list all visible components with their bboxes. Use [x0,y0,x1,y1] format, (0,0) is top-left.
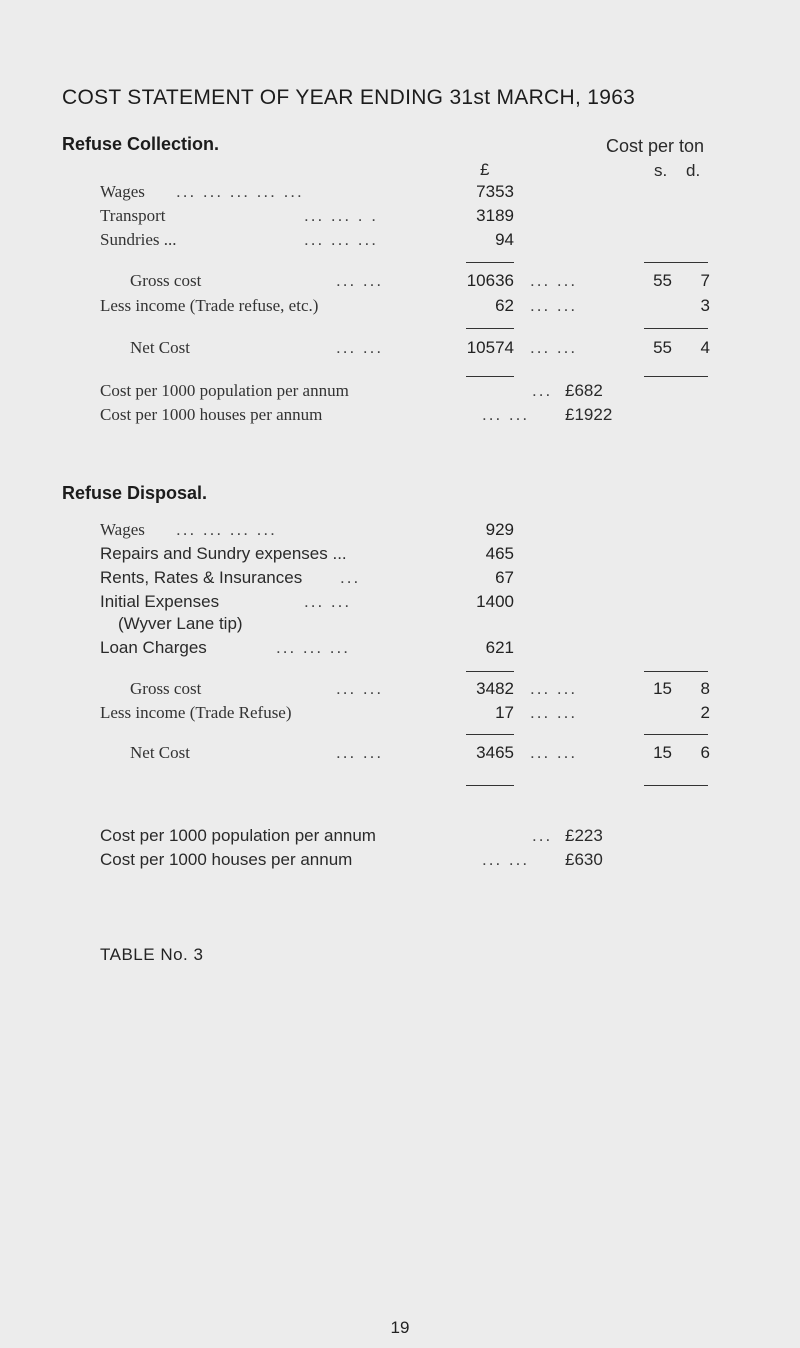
leader-dots: ... ... [336,271,384,290]
disposal-less-pence: 2 [700,703,710,722]
collection-per-population-value: £682 [565,381,603,400]
disposal-item-label: Rents, Rates & Insurances [100,568,303,587]
collection-net-shillings: 55 [653,338,672,357]
disposal-item-amount: 465 [485,544,514,563]
subtotal-rule [644,262,708,263]
subtotal-rule [466,328,514,329]
subtotal-rule [644,328,708,329]
collection-net-pence: 4 [700,338,710,357]
subtotal-rule [466,671,514,672]
leader-dots: ... ... [530,703,578,722]
subtotal-rule [644,734,708,735]
subtotal-rule [644,671,708,672]
disposal-item-amount: 621 [485,638,514,657]
cost-per-ton-heading: Cost per ton [606,136,705,156]
total-rule [466,376,514,377]
collection-net-amount: 10574 [466,338,514,357]
leader-dots: ... ... [530,338,578,357]
collection-per-population-label: Cost per 1000 population per annum [100,381,349,400]
disposal-per-houses-value: £630 [565,850,603,869]
collection-gross-amount: 10636 [466,271,514,290]
disposal-item-note: (Wyver Lane tip) [118,614,243,633]
leader-dots: ... [340,568,361,587]
collection-less-pence: 3 [700,296,710,315]
collection-per-houses-value: £1922 [565,405,613,424]
collection-gross-label: Gross cost [130,271,202,290]
leader-dots: ... ... ... [276,638,350,657]
pence-column-header: d. [686,161,701,180]
disposal-item-label: Wages [100,520,145,539]
collection-item-label: Sundries ... [100,230,177,249]
leader-dots: ... ... [336,679,384,698]
page-title: COST STATEMENT OF YEAR ENDING 31st MARCH, 1963 [62,86,636,109]
disposal-net-pence: 6 [700,743,710,762]
disposal-gross-amount: 3482 [476,679,514,698]
collection-gross-shillings: 55 [653,271,672,290]
leader-dots: ... ... . . [304,206,378,225]
subtotal-rule [466,262,514,263]
total-rule [644,376,708,377]
leader-dots: ... [532,826,553,845]
disposal-net-shillings: 15 [653,743,672,762]
table-label: TABLE No. 3 [100,945,204,964]
collection-heading: Refuse Collection. [62,134,220,154]
disposal-item-amount: 1400 [476,592,514,611]
leader-dots: ... ... [530,679,578,698]
collection-net-label: Net Cost [130,338,190,357]
disposal-per-population-value: £223 [565,826,603,845]
disposal-less-amount: 17 [495,703,514,722]
disposal-item-label: Repairs and Sundry expenses ... [100,544,347,563]
disposal-per-population-label: Cost per 1000 population per annum [100,826,376,845]
collection-per-houses-label: Cost per 1000 houses per annum [100,405,323,424]
pound-column-header: £ [480,160,490,179]
leader-dots: ... ... [482,405,530,424]
leader-dots: ... ... [482,850,530,869]
leader-dots: ... ... ... ... ... [176,182,304,201]
leader-dots: ... ... [304,592,352,611]
disposal-gross-label: Gross cost [130,679,202,698]
total-rule [644,785,708,786]
page-number: 19 [390,1318,410,1337]
leader-dots: ... ... [530,743,578,762]
disposal-per-houses-label: Cost per 1000 houses per annum [100,850,353,869]
leader-dots: ... ... [336,743,384,762]
disposal-net-label: Net Cost [130,743,190,762]
leader-dots: ... [532,381,553,400]
disposal-heading: Refuse Disposal. [62,483,208,503]
disposal-item-label: Loan Charges [100,638,207,657]
collection-less-label: Less income (Trade refuse, etc.) [100,296,319,315]
disposal-net-amount: 3465 [476,743,514,762]
collection-item-label: Transport [100,206,166,225]
leader-dots: ... ... [530,271,578,290]
collection-item-amount: 94 [495,230,514,249]
disposal-gross-shillings: 15 [653,679,672,698]
leader-dots: ... ... ... [304,230,378,249]
disposal-gross-pence: 8 [700,679,710,698]
subtotal-rule [466,734,514,735]
disposal-item-amount: 929 [485,520,514,539]
collection-item-amount: 3189 [476,206,514,225]
disposal-less-label: Less income (Trade Refuse) [100,703,292,722]
leader-dots: ... ... [530,296,578,315]
collection-gross-pence: 7 [700,271,710,290]
shillings-column-header: s. [654,161,668,180]
collection-item-amount: 7353 [476,182,514,201]
collection-item-label: Wages [100,182,145,201]
leader-dots: ... ... [336,338,384,357]
collection-less-amount: 62 [495,296,514,315]
disposal-item-label: Initial Expenses [100,592,220,611]
total-rule [466,785,514,786]
leader-dots: ... ... ... ... [176,520,277,539]
disposal-item-amount: 67 [495,568,514,587]
